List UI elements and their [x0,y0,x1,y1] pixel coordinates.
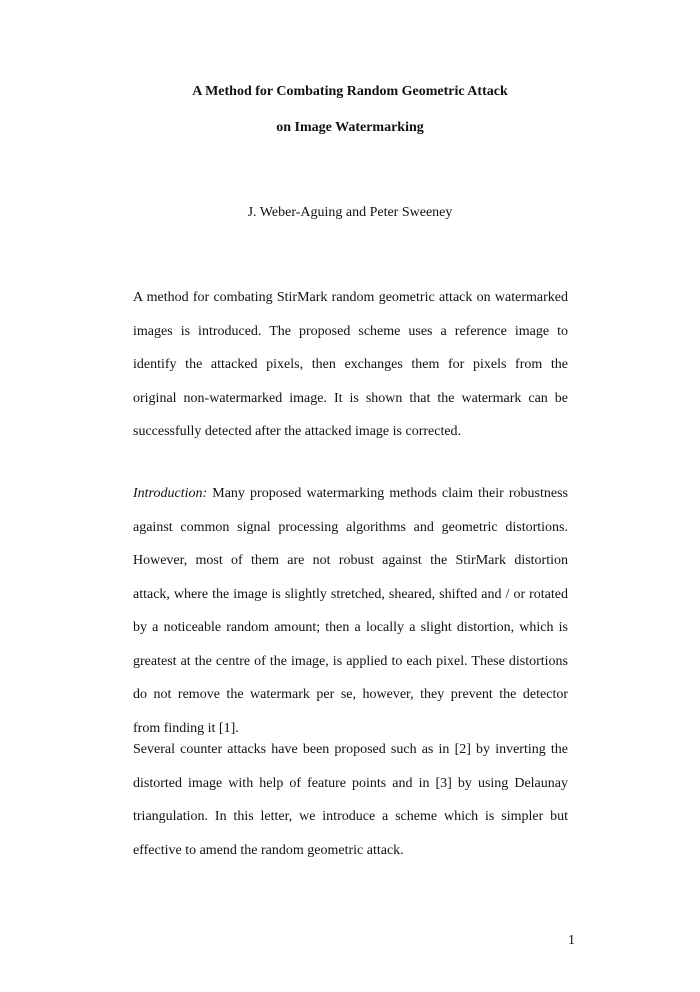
introduction-line: However, most of them are not robust against the StirMark distortion [133,553,568,568]
abstract-line: successfully detected after the attacked image is corrected. [133,424,462,439]
introduction-line: attack, where the image is slightly stretched, sheared, shifted and / or rotated [133,586,568,602]
abstract-line: identify the attacked pixels, then exchanges them for pixels from the [133,357,568,372]
section-heading: Introduction: [133,486,208,501]
introduction [133,477,568,745]
paper-title-line-2: on Image Watermarking [276,120,424,135]
introduction-line: by a noticeable random amount; then a locally a slight distortion, which is [133,620,568,635]
introduction-line [133,477,568,511]
paragraph-line: triangulation. In this letter, we introduce a scheme which is simpler but [133,809,568,824]
abstract [133,281,568,449]
paragraph-line: effective to amend the random geometric attack. [133,842,404,858]
paper-title-line-1: A Method for Combating Random Geometric Attack [192,84,508,99]
abstract-line: original non-watermarked image. It is shown that the watermark can be [133,390,568,406]
introduction-line: do not remove the watermark per se, however, they prevent the detector [133,687,568,702]
page-number: 1 [568,933,575,948]
paragraph-line: distorted image with help of feature points and in [3] by using Delaunay [133,775,568,791]
abstract-line: images is introduced. The proposed scheme uses a reference image to [133,323,568,339]
authors: J. Weber-Aguing and Peter Sweeney [247,205,453,220]
introduction-line: against common signal processing algorithms and geometric distortions. [133,519,568,535]
paragraph-2 [133,733,568,867]
introduction-text: Many proposed watermarking methods claim their robustness [212,486,568,501]
introduction-line: greatest at the centre of the image, is applied to each pixel. These distortions [133,653,568,669]
introduction-line: from finding it [1]. [133,720,239,736]
paragraph-line: Several counter attacks have been proposed such as in [2] by inverting the [133,742,568,757]
abstract-line: A method for combating StirMark random geometric attack on watermarked [133,290,568,305]
